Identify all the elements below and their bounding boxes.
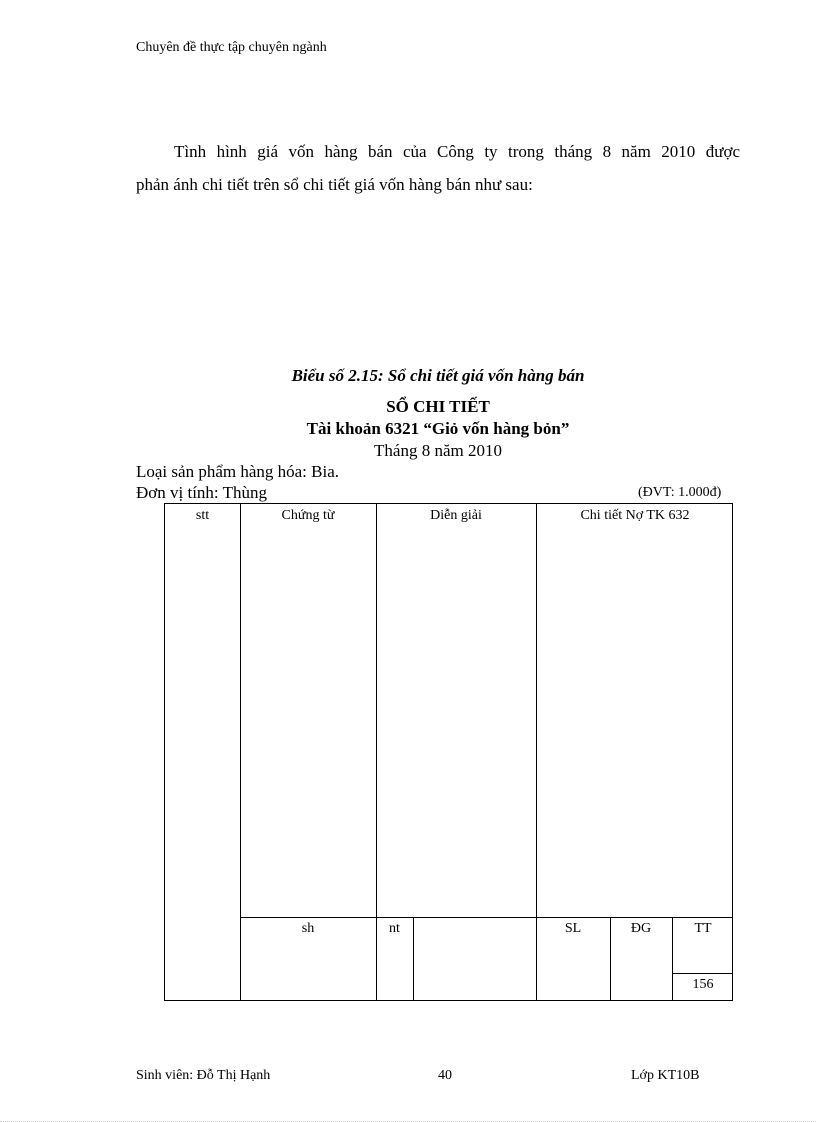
page-header: Chuyên đề thực tập chuyên ngành [136, 40, 327, 55]
row-divider [240, 917, 732, 918]
footer-page-number: 40 [438, 1068, 452, 1083]
intro-paragraph-line-1 [136, 142, 740, 162]
header-dien-giai: Diễn giải [430, 508, 482, 523]
table-caption: Biểu số 2.15: Sổ chi tiết giá vốn hàng bán [291, 366, 585, 385]
tt-value: 156 [692, 977, 714, 992]
header-stt: stt [195, 508, 210, 523]
intro-text-1: Tình hình giá vốn hàng bán của Công ty trong tháng 8 năm 2010 được [174, 142, 740, 161]
page-bottom-border [0, 1121, 816, 1122]
header-chung-tu: Chứng từ [281, 508, 335, 523]
row-divider [672, 973, 732, 974]
header-chi-tiet: Chi tiết Nợ TK 632 [580, 508, 690, 523]
ledger-title: SỔ CHI TIẾT [386, 397, 490, 416]
unit-of-measure: Đơn vị tính: Thùng [136, 483, 267, 502]
subheader-tt: TT [694, 921, 712, 936]
currency-unit: (ĐVT: 1.000đ) [638, 485, 722, 500]
ledger-table [164, 503, 733, 1001]
subheader-nt: nt [389, 921, 400, 936]
subheader-sl: SL [564, 921, 582, 936]
ledger-period: Tháng 8 năm 2010 [374, 441, 502, 460]
subheader-dg: ĐG [630, 921, 652, 936]
ledger-account: Tài khoản 6321 “Giỏ vốn hàng bỏn” [306, 419, 570, 438]
intro-paragraph-line-2: phản ánh chi tiết trên sổ chi tiết giá vốn hàng bán như sau: [136, 175, 533, 194]
footer-student: Sinh viên: Đỗ Thị Hạnh [136, 1068, 271, 1083]
footer-class: Lớp KT10B [631, 1068, 700, 1083]
subheader-sh: sh [301, 921, 315, 936]
product-type: Loại sản phẩm hàng hóa: Bia. [136, 462, 340, 481]
col-divider [413, 917, 414, 1000]
